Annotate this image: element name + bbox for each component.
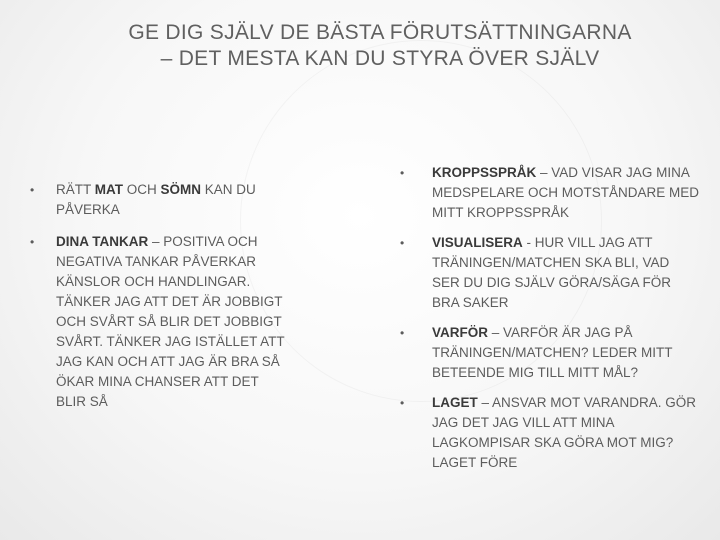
bullet-visualisera — [400, 233, 700, 313]
left-bullet-list — [30, 180, 290, 424]
bullet-text: RÄTT — [56, 182, 95, 197]
bullet-marker: • — [400, 326, 405, 340]
bullet-text: OCH — [123, 182, 161, 197]
bullet-marker: • — [400, 396, 405, 410]
bullet-marker: • — [30, 183, 35, 197]
bullet-keyword: VISUALISERA — [432, 235, 523, 250]
bullet-kroppssprak — [400, 163, 700, 223]
bullet-marker: • — [400, 166, 405, 180]
bullet-varfor — [400, 323, 700, 383]
bullet-laget — [400, 393, 700, 473]
bullet-marker: • — [400, 236, 405, 250]
bullet-keyword: MAT — [94, 182, 124, 197]
bullet-text: – POSITIVA OCH NEGATIVA TANKAR PÅVERKAR KÄNSLOR OCH HANDLINGAR. TÄNKER JAG ATT DET ÄR JOBBIGT OCH SVÅRT SÅ BLIR DET JOBBIGT SVÅRT. TÄNKER JAG ISTÄLLET ATT JAG KAN OCH ATT JAG ÄR BRA SÅ ÖKAR MINA CHANSER ATT DET BLIR SÅ — [56, 234, 285, 409]
bullet-text: - HUR VILL JAG ATT TRÄNINGEN/MATCHEN SKA BLI, VAD SER DU DIG SJÄLV GÖRA/SÄGA FÖR BRA SAKER — [432, 235, 672, 310]
bullet-text: KAN DU PÅVERKA — [56, 182, 256, 217]
right-bullet-list — [400, 163, 700, 483]
bullet-keyword: VARFÖR — [432, 325, 488, 340]
bullet-marker: • — [30, 235, 35, 249]
bullet-keyword: SÖMN — [160, 182, 202, 197]
bullet-keyword: DINA TANKAR — [56, 234, 149, 249]
slide-title: GE DIG SJÄLV DE BÄSTA FÖRUTSÄTTNINGARNA – DET MESTA KAN DU STYRA ÖVER SJÄLV — [128, 21, 632, 70]
bullet-keyword: KROPPSSPRÅK — [432, 165, 537, 180]
bullet-keyword: LAGET — [432, 395, 478, 410]
bullet-dina-tankar — [30, 232, 290, 412]
bullet-mat-somn — [30, 180, 290, 220]
bullet-text: – ANSVAR MOT VARANDRA. GÖR JAG DET JAG VILL ATT MINA LAGKOMPISAR SKA GÖRA MOT MIG? LAGET FÖRE — [432, 395, 697, 470]
bullet-text: – VARFÖR ÄR JAG PÅ TRÄNINGEN/MATCHEN? LEDER MITT BETEENDE MIG TILL MITT MÅL? — [432, 325, 673, 380]
bullet-text: – VAD VISAR JAG MINA MEDSPELARE OCH MOTSTÅNDARE MED MITT KROPPSSPRÅK — [432, 165, 700, 220]
